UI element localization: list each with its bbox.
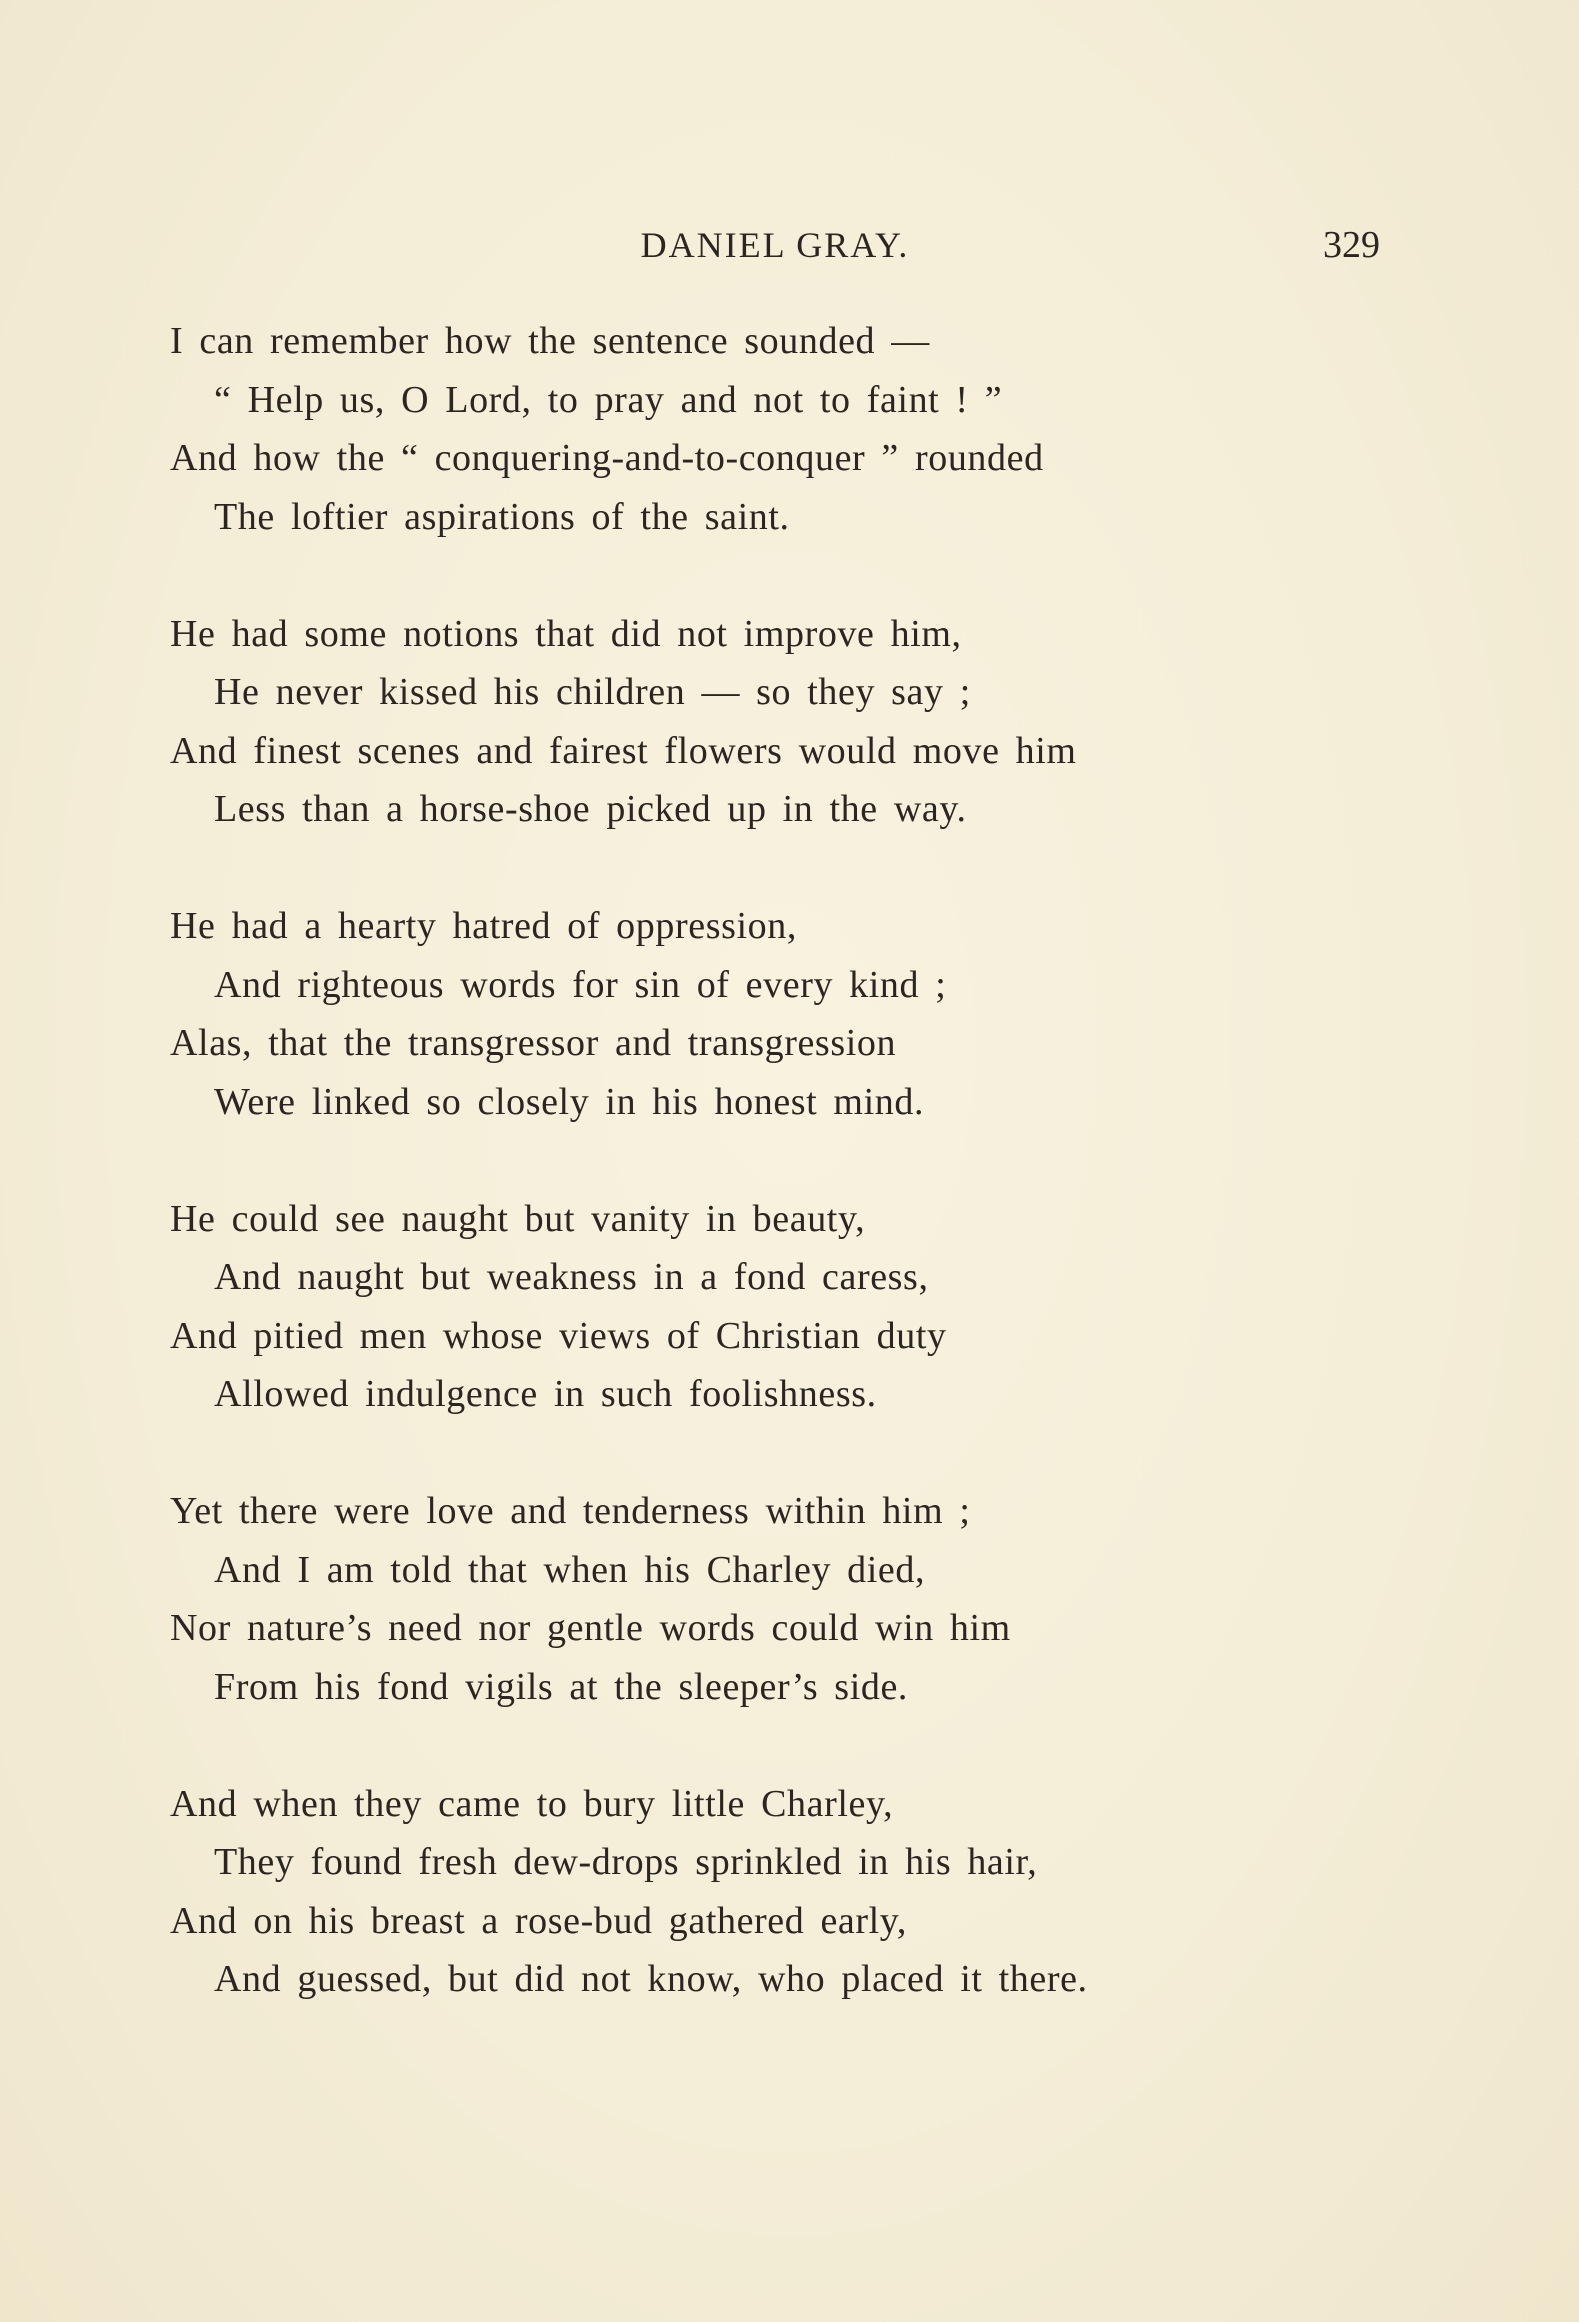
poem-line: The loftier aspirations of the saint. <box>214 495 790 538</box>
page-number: 329 <box>1323 224 1380 266</box>
stanza-6 <box>170 1775 1430 2009</box>
poem <box>170 312 1430 2067</box>
poem-line: Nor nature’s need nor gentle words could win him <box>170 1607 1011 1649</box>
poem-line: He had a hearty hatred of oppression, <box>170 905 797 947</box>
poem-line: And how the “ conquering-and-to-conquer ” rounded <box>170 437 1044 479</box>
poem-line: They found fresh dew-drops sprinkled in his hair, <box>214 1841 1038 1883</box>
stanza-2 <box>170 605 1430 839</box>
poem-line: Alas, that the transgressor and transgression <box>170 1022 897 1064</box>
poem-line: And when they came to bury little Charley, <box>170 1782 894 1825</box>
poem-line: And on his breast a rose-bud gathered early, <box>170 1899 908 1942</box>
poem-line: And naught but weakness in a fond caress, <box>214 1256 929 1298</box>
poem-line: And guessed, but did not know, who placed it there. <box>214 1958 1088 2000</box>
stanza-3 <box>170 897 1430 1131</box>
running-title: DANIEL GRAY. <box>640 225 910 265</box>
poem-line: And righteous words for sin of every kind ; <box>214 963 947 1006</box>
poem-line: He could see naught but vanity in beauty, <box>170 1197 866 1240</box>
poem-line: And pitied men whose views of Christian duty <box>170 1314 947 1357</box>
stanza-5 <box>170 1482 1430 1716</box>
running-head <box>170 215 1380 275</box>
stanza-4 <box>170 1190 1430 1424</box>
stanza-1 <box>170 312 1430 546</box>
poem-line: Allowed indulgence in such foolishness. <box>214 1373 877 1415</box>
poem-line: From his fond vigils at the sleeper’s side. <box>214 1665 909 1708</box>
poem-line: I can remember how the sentence sounded — <box>170 320 930 362</box>
poem-line: And finest scenes and fairest flowers would move him <box>170 729 1077 772</box>
poem-line: “ Help us, O Lord, to pray and not to faint ! ” <box>214 378 1003 421</box>
poem-line: Were linked so closely in his honest mind. <box>214 1080 925 1123</box>
poem-line: He never kissed his children — so they say ; <box>214 671 971 713</box>
poem-line: And I am told that when his Charley died, <box>214 1548 926 1591</box>
poem-line: Yet there were love and tenderness within him ; <box>170 1490 971 1532</box>
poem-line: He had some notions that did not improve him, <box>170 612 962 655</box>
poem-line: Less than a horse-shoe picked up in the way. <box>214 788 967 830</box>
